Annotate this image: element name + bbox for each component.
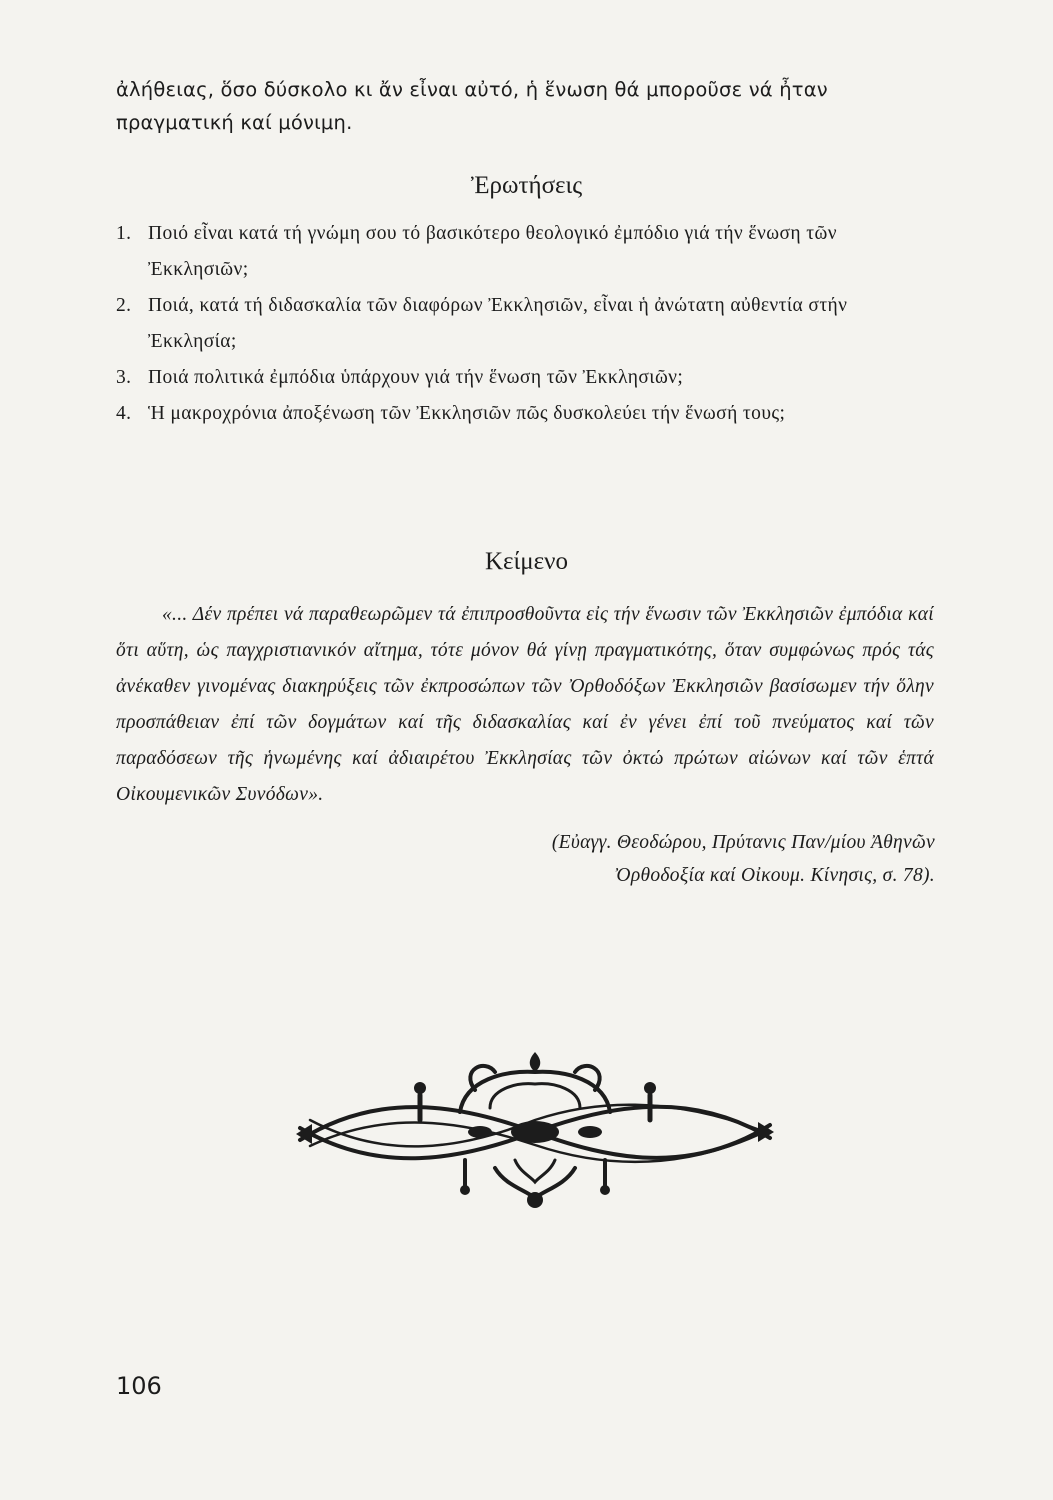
source-line-author: (Εὐαγγ. Θεοδώρου, Πρύτανις Παν/μίου Ἀθηνῶν [551, 832, 935, 853]
decorative-scroll-ornament-icon [290, 1050, 780, 1210]
question-item [116, 288, 936, 360]
page-number: 106 [116, 1372, 162, 1400]
questions-list [116, 216, 936, 432]
question-number: 2. [116, 295, 132, 316]
question-number: 1. [116, 223, 132, 244]
text-heading: Κείμενο [485, 548, 568, 575]
question-number: 4. [116, 403, 132, 424]
question-item [116, 396, 936, 432]
question-text: Ποιά, κατά τή διδασκαλία τῶν διαφόρων Ἐκκλησιῶν, εἶναι ἡ ἀνώτατη αὐθεντία στήν Ἐκκλησία; [148, 295, 848, 352]
questions-heading: Ἐρωτήσεις [470, 172, 583, 199]
question-number: 3. [116, 367, 132, 388]
question-text: Ποιό εἶναι κατά τή γνώμη σου τό βασικότερο θεολογικό ἐμπόδιο γιά τήν ἕνωση τῶν Ἐκκλησιῶν; [148, 223, 837, 280]
quote-block: «... Δέν πρέπει νά παραθεωρῶμεν τά ἐπιπροσθοῦντα εἰς τήν ἕνωσιν τῶν Ἐκκλησιῶν ἐμπόδια καί ὅτι αὕτη, ὡς παγχριστιανικόν αἴτημα, τότε μόνον θά γίνῃ πραγματικότης, ὅταν συμφώνως πρός τάς ἀνέκαθεν γινομένας διακηρύξεις τῶν ἐκπροσώπων τῶν Ὀρθοδόξων Ἐκκλησιῶν βασίσωμεν τήν ὅλην προσπάθειαν ἐπί τῶν δογμάτων καί τῆς διδασκαλίας καί ἐν γένει ἐπί τοῦ πνεύματος καί τῶν παραδόσεων τῆς ἡνωμένης καί ἀδιαιρέτου Ἐκκλησίας τῶν ὀκτώ πρώτων αἰώνων καί τῶν ἑπτά Οἰκουμενικῶν Συνόδων». [116, 604, 934, 805]
question-text: Ἡ μακροχρόνια ἀποξένωση τῶν Ἐκκλησιῶν πῶς δυσκολεύει τήν ἕνωσή τους; [148, 403, 786, 424]
question-text: Ποιά πολιτικά ἐμπόδια ὑπάρχουν γιά τήν ἕνωση τῶν Ἐκκλησιῶν; [148, 367, 684, 388]
intro-paragraph: ἀλήθειας, ὅσο δύσκολο κι ἄν εἶναι αὐτό, ἡ ἕνωση θά μποροῦσε νά ἦταν πραγματική καί μόνιμη. [116, 78, 828, 134]
quote-source [335, 826, 935, 892]
question-item [116, 216, 936, 288]
source-line-work: Ὀρθοδοξία καί Οἰκουμ. Κίνησις, σ. 78). [614, 865, 935, 886]
question-item [116, 360, 936, 396]
